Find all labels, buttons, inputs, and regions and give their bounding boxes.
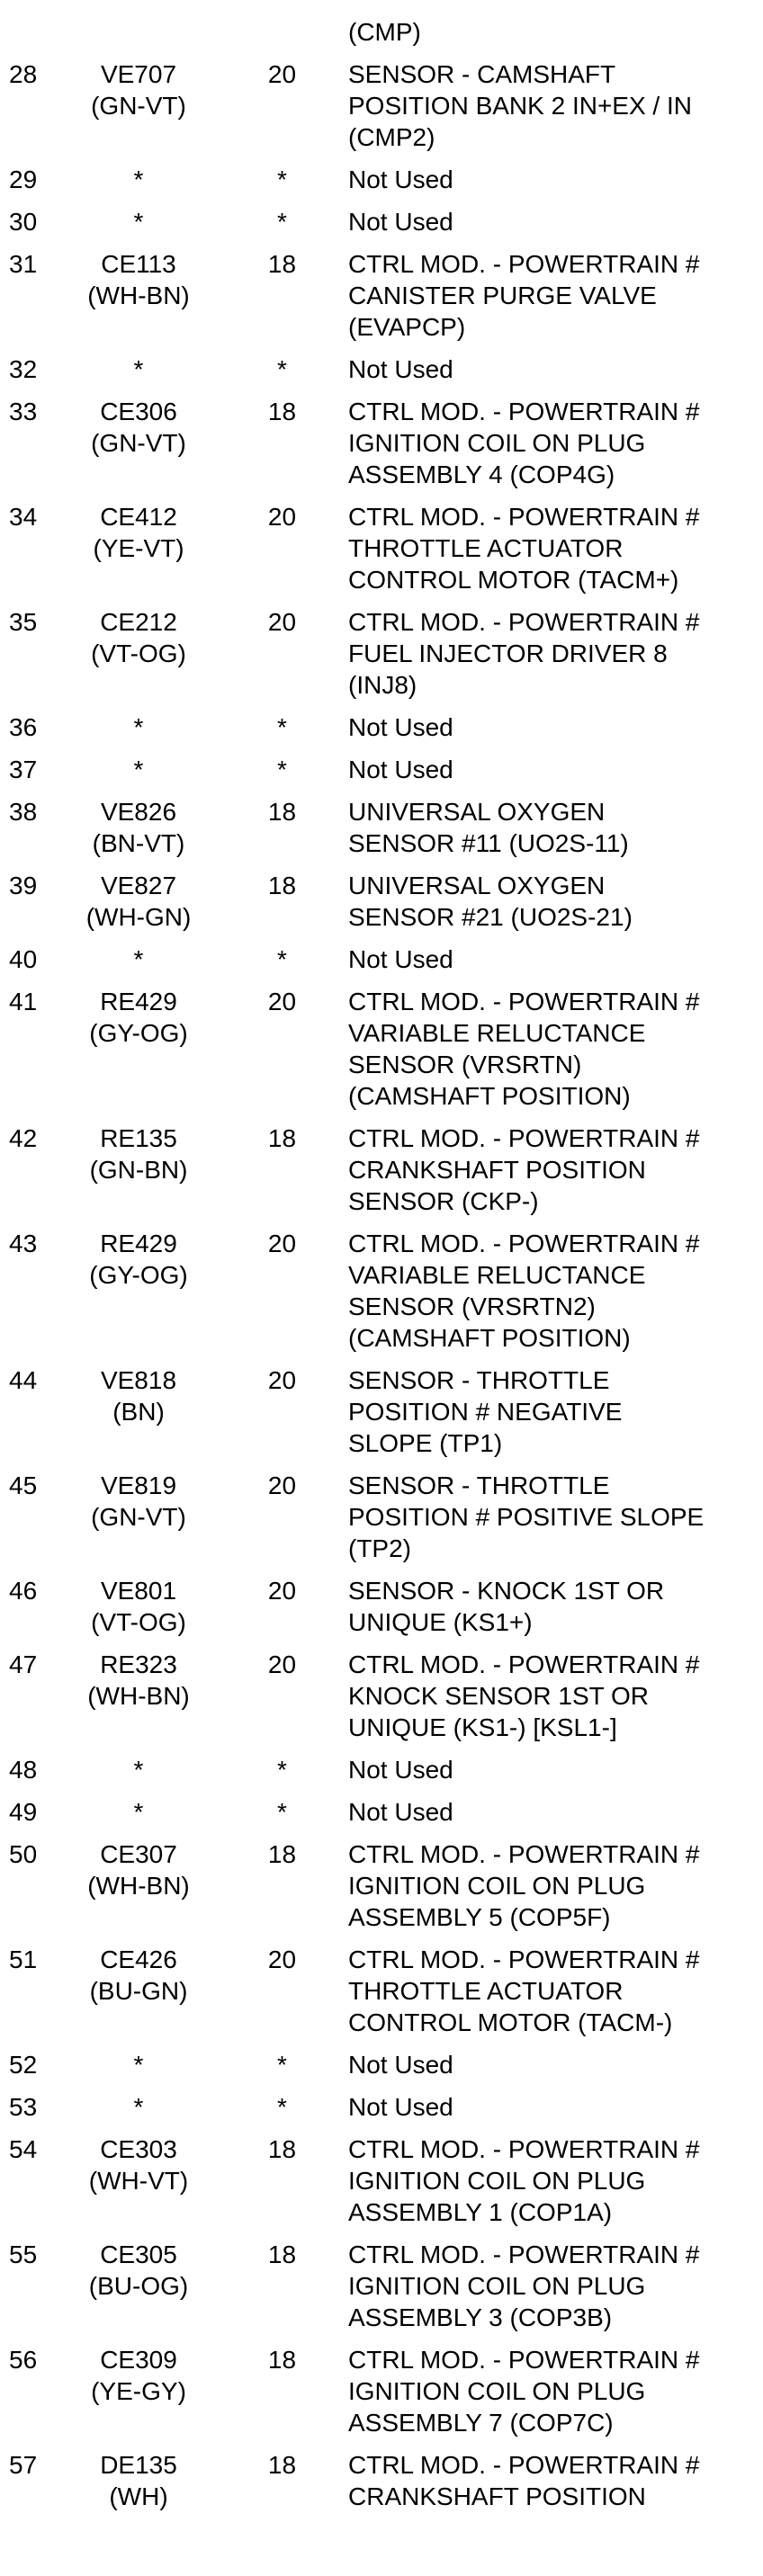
circuit-function <box>339 754 763 785</box>
function-line: CTRL MOD. - POWERTRAIN # <box>348 1230 700 1257</box>
table-row <box>0 1228 763 1354</box>
function-line: (TP2) <box>348 1534 411 1562</box>
wire-gauge: 18 <box>267 2346 297 2374</box>
circuit-cell <box>52 1754 225 1785</box>
wire-color: (BU-GN) <box>89 1977 188 2005</box>
pin-number: 47 <box>9 1650 38 1678</box>
wire-gauge: * <box>277 713 287 741</box>
function-line: CTRL MOD. - POWERTRAIN # <box>348 1945 700 1973</box>
circuit-cell <box>52 396 225 459</box>
pin-number: 45 <box>9 1471 38 1499</box>
circuit-function <box>339 944 763 975</box>
function-line: (INJ8) <box>348 671 417 699</box>
function-line: SENSOR (VRSRTN) <box>348 1051 582 1078</box>
table-row <box>0 1796 763 1828</box>
circuit-function <box>339 396 763 490</box>
table-row <box>0 1364 763 1459</box>
wire-gauge: 20 <box>267 1471 297 1499</box>
function-line: CTRL MOD. - POWERTRAIN # <box>348 1124 700 1152</box>
wire-gauge: * <box>277 756 287 783</box>
wire-gauge: 18 <box>267 2451 297 2479</box>
wire-gauge: * <box>277 1756 287 1784</box>
function-line: CANISTER PURGE VALVE <box>348 282 657 309</box>
function-line: (EVAPCP) <box>348 313 466 341</box>
circuit-id: VE827 <box>100 872 177 899</box>
function-line: THROTTLE ACTUATOR <box>348 534 624 562</box>
table-row <box>0 870 763 933</box>
function-line: IGNITION COIL ON PLUG <box>348 429 646 457</box>
function-line: (CAMSHAFT POSITION) <box>348 1082 631 1110</box>
function-line: CTRL MOD. - POWERTRAIN # <box>348 1840 700 1868</box>
circuit-id: * <box>133 713 144 741</box>
circuit-cell <box>52 711 225 743</box>
table-row <box>0 2239 763 2333</box>
wire-gauge: 20 <box>267 1650 297 1678</box>
circuit-cell <box>52 248 225 311</box>
wire-color: (WH-BN) <box>87 282 190 309</box>
circuit-cell <box>52 2133 225 2196</box>
circuit-id: CE412 <box>100 503 177 531</box>
wire-color: (YE-VT) <box>93 534 184 562</box>
circuit-cell <box>52 206 225 237</box>
circuit-cell <box>52 1123 225 1185</box>
wire-color: (GY-OG) <box>89 1019 188 1047</box>
table-row <box>0 2344 763 2438</box>
function-line: CTRL MOD. - POWERTRAIN # <box>348 2451 700 2479</box>
function-line: SENSOR #21 (UO2S-21) <box>348 903 633 931</box>
circuit-function <box>339 1754 763 1785</box>
circuit-function <box>339 58 763 153</box>
circuit-function <box>339 1796 763 1828</box>
circuit-cell <box>52 2449 225 2512</box>
circuit-cell <box>52 606 225 669</box>
circuit-cell <box>52 754 225 785</box>
function-line: SENSOR - CAMSHAFT <box>348 60 616 88</box>
circuit-cell <box>52 1364 225 1427</box>
function-line: CTRL MOD. - POWERTRAIN # <box>348 1650 700 1678</box>
wire-gauge: * <box>277 1798 287 1826</box>
table-row <box>0 986 763 1112</box>
circuit-function <box>339 1470 763 1564</box>
function-line: SENSOR - THROTTLE <box>348 1471 610 1499</box>
pin-number: 38 <box>9 798 38 826</box>
table-row <box>0 1123 763 1217</box>
wire-gauge: * <box>277 165 287 193</box>
circuit-function <box>339 206 763 237</box>
circuit-cell <box>52 58 225 121</box>
circuit-cell <box>52 1470 225 1533</box>
function-line: CTRL MOD. - POWERTRAIN # <box>348 2346 700 2374</box>
function-line: ASSEMBLY 3 (COP3B) <box>348 2303 613 2331</box>
function-line: POSITION # NEGATIVE <box>348 1398 623 1426</box>
function-line: ASSEMBLY 1 (COP1A) <box>348 2198 613 2226</box>
function-line: CONTROL MOTOR (TACM-) <box>348 2008 673 2036</box>
circuit-function <box>339 870 763 933</box>
circuit-cell <box>52 1944 225 2007</box>
circuit-function <box>339 501 763 595</box>
circuit-cell <box>52 870 225 933</box>
pin-number: 31 <box>9 250 38 278</box>
wire-gauge: 20 <box>267 1945 297 1973</box>
table-row <box>0 248 763 343</box>
wire-color: (WH-BN) <box>87 1872 190 1900</box>
function-line: Not Used <box>348 713 453 741</box>
circuit-id: VE819 <box>100 1471 177 1499</box>
function-line: CTRL MOD. - POWERTRAIN # <box>348 398 700 425</box>
function-line: (CMP2) <box>348 123 435 151</box>
function-line: CTRL MOD. - POWERTRAIN # <box>348 2241 700 2268</box>
function-line: FUEL INJECTOR DRIVER 8 <box>348 640 668 667</box>
wire-gauge: 20 <box>267 60 297 88</box>
circuit-id: * <box>133 945 144 973</box>
circuit-id: CE306 <box>100 398 177 425</box>
table-row <box>0 2133 763 2228</box>
wire-gauge: * <box>277 2093 287 2121</box>
table-row <box>0 1470 763 1564</box>
table-row <box>0 944 763 975</box>
function-line: Not Used <box>348 945 453 973</box>
circuit-cell <box>52 1796 225 1828</box>
wire-color: (WH-BN) <box>87 1682 190 1710</box>
wire-gauge: * <box>277 945 287 973</box>
circuit-id: CE305 <box>100 2241 177 2268</box>
table-row <box>0 58 763 153</box>
function-line: VARIABLE RELUCTANCE <box>348 1261 646 1289</box>
table-row <box>0 206 763 237</box>
circuit-function <box>339 711 763 743</box>
function-line: IGNITION COIL ON PLUG <box>348 2272 646 2300</box>
wire-color: (WH-GN) <box>85 903 192 931</box>
circuit-function <box>339 986 763 1112</box>
wire-gauge: 18 <box>267 398 297 425</box>
pin-number: 52 <box>9 2051 38 2079</box>
pin-number: 29 <box>9 165 38 193</box>
wire-gauge: 18 <box>267 2135 297 2163</box>
function-line: (CAMSHAFT POSITION) <box>348 1324 631 1352</box>
table-row <box>0 2049 763 2080</box>
pin-number: 51 <box>9 1945 38 1973</box>
circuit-function <box>339 2239 763 2333</box>
function-line: UNIQUE (KS1-) [KSL1-] <box>348 1713 617 1741</box>
wire-color: (GN-VT) <box>91 1503 186 1531</box>
pin-number: 50 <box>9 1840 38 1868</box>
circuit-function <box>339 248 763 343</box>
function-line: ASSEMBLY 5 (COP5F) <box>348 1903 611 1931</box>
wire-color: (YE-GY) <box>91 2377 186 2405</box>
wire-color: (BN-VT) <box>92 829 185 857</box>
pin-number: 37 <box>9 756 38 783</box>
pin-number: 36 <box>9 713 38 741</box>
circuit-function <box>339 2133 763 2228</box>
pin-number: 32 <box>9 355 38 383</box>
wire-gauge: 18 <box>267 2241 297 2268</box>
wire-color: (BN) <box>112 1398 165 1426</box>
circuit-id: * <box>133 1756 144 1784</box>
function-line: SENSOR #11 (UO2S-11) <box>348 829 629 857</box>
circuit-cell <box>52 2344 225 2407</box>
circuit-cell <box>52 353 225 385</box>
pin-number: 48 <box>9 1756 38 1784</box>
circuit-cell <box>52 1649 225 1712</box>
table-row <box>0 754 763 785</box>
pin-number: 34 <box>9 503 38 531</box>
circuit-cell <box>52 2091 225 2123</box>
circuit-id: * <box>133 2051 144 2079</box>
circuit-function <box>339 1944 763 2038</box>
circuit-function <box>339 1838 763 1933</box>
circuit-id: RE323 <box>100 1650 177 1678</box>
function-line: Not Used <box>348 1798 453 1826</box>
wire-color: (BU-OG) <box>88 2272 189 2300</box>
function-line: UNIVERSAL OXYGEN <box>348 872 606 899</box>
function-line: VARIABLE RELUCTANCE <box>348 1019 646 1047</box>
function-line: SLOPE (TP1) <box>348 1429 503 1457</box>
pin-number: 55 <box>9 2241 38 2268</box>
circuit-id: VE818 <box>100 1366 177 1394</box>
function-line: UNIVERSAL OXYGEN <box>348 798 606 826</box>
circuit-id: * <box>133 208 144 236</box>
circuit-id: VE801 <box>100 1577 177 1605</box>
function-line: ASSEMBLY 7 (COP7C) <box>348 2409 614 2437</box>
wire-color: (VT-OG) <box>91 640 186 667</box>
wire-gauge: 18 <box>267 872 297 899</box>
table-row <box>0 1754 763 1785</box>
wire-color: (WH-VT) <box>88 2167 189 2195</box>
function-line: CTRL MOD. - POWERTRAIN # <box>348 2135 700 2163</box>
circuit-id: DE135 <box>100 2451 177 2479</box>
circuit-cell <box>52 164 225 195</box>
wire-gauge: * <box>277 208 287 236</box>
function-line: Not Used <box>348 2093 453 2121</box>
wire-gauge: 18 <box>267 1840 297 1868</box>
circuit-cell <box>52 1838 225 1901</box>
table-row <box>0 396 763 490</box>
wire-color: (VT-OG) <box>91 1608 186 1636</box>
table-row <box>0 2449 763 2512</box>
circuit-function <box>339 1228 763 1354</box>
wire-color: (GN-BN) <box>89 1156 188 1184</box>
function-line: Not Used <box>348 2051 453 2079</box>
wire-color: (GN-VT) <box>91 429 186 457</box>
function-line: THROTTLE ACTUATOR <box>348 1977 624 2005</box>
table-row <box>0 1838 763 1933</box>
function-line: (CMP) <box>348 18 421 46</box>
wire-color: (GN-VT) <box>91 92 186 120</box>
function-line: SENSOR - THROTTLE <box>348 1366 610 1394</box>
table-row <box>0 606 763 701</box>
pin-number: 56 <box>9 2346 38 2374</box>
pin-number: 33 <box>9 398 38 425</box>
function-line: CONTROL MOTOR (TACM+) <box>348 566 679 594</box>
function-line: IGNITION COIL ON PLUG <box>348 2167 646 2195</box>
circuit-function <box>339 164 763 195</box>
circuit-cell <box>52 986 225 1049</box>
circuit-id: * <box>133 756 144 783</box>
pin-number: 43 <box>9 1230 38 1257</box>
circuit-id: RE135 <box>100 1124 177 1152</box>
pin-number: 49 <box>9 1798 38 1826</box>
function-line: UNIQUE (KS1+) <box>348 1608 533 1636</box>
circuit-cell <box>52 1228 225 1291</box>
circuit-function <box>339 606 763 701</box>
function-line: IGNITION COIL ON PLUG <box>348 1872 646 1900</box>
table-row <box>0 796 763 859</box>
function-line: CRANKSHAFT POSITION <box>348 2482 646 2510</box>
function-line: CTRL MOD. - POWERTRAIN # <box>348 503 700 531</box>
circuit-id: VE707 <box>100 60 177 88</box>
circuit-id: CE426 <box>100 1945 177 1973</box>
wire-gauge: 20 <box>267 988 297 1015</box>
circuit-id: * <box>133 165 144 193</box>
table-row <box>0 1575 763 1638</box>
pin-number: 53 <box>9 2093 38 2121</box>
circuit-function <box>339 1364 763 1459</box>
wire-gauge: 20 <box>267 1366 297 1394</box>
function-line: ASSEMBLY 4 (COP4G) <box>348 461 615 488</box>
pin-number: 40 <box>9 945 38 973</box>
circuit-cell <box>52 2239 225 2302</box>
pin-number: 28 <box>9 60 38 88</box>
pin-number: 39 <box>9 872 38 899</box>
function-line: Not Used <box>348 208 453 236</box>
function-line: Not Used <box>348 1756 453 1784</box>
wire-gauge: 18 <box>267 250 297 278</box>
circuit-cell <box>52 501 225 564</box>
circuit-function <box>339 2049 763 2080</box>
circuit-cell <box>52 796 225 859</box>
circuit-id: CE113 <box>101 250 176 278</box>
table-row <box>0 711 763 743</box>
wire-color: (WH) <box>109 2482 168 2510</box>
wire-color: (GY-OG) <box>89 1261 188 1289</box>
circuit-id: RE429 <box>100 1230 177 1257</box>
wire-gauge: * <box>277 355 287 383</box>
wire-gauge: 20 <box>267 1577 297 1605</box>
function-line: CTRL MOD. - POWERTRAIN # <box>348 250 700 278</box>
circuit-id: CE212 <box>100 608 177 636</box>
circuit-function <box>339 796 763 859</box>
function-line: CRANKSHAFT POSITION <box>348 1156 646 1184</box>
table-row <box>0 501 763 595</box>
pin-number: 30 <box>9 208 38 236</box>
pin-number: 41 <box>9 988 38 1015</box>
circuit-id: * <box>133 2093 144 2121</box>
function-line: Not Used <box>348 355 453 383</box>
function-line: CTRL MOD. - POWERTRAIN # <box>348 608 700 636</box>
wire-gauge: 18 <box>267 798 297 826</box>
circuit-function <box>339 2449 763 2512</box>
function-line: Not Used <box>348 756 453 783</box>
circuit-id: CE309 <box>100 2346 177 2374</box>
function-line: SENSOR - KNOCK 1ST OR <box>348 1577 665 1605</box>
function-line: CTRL MOD. - POWERTRAIN # <box>348 988 700 1015</box>
circuit-id: CE307 <box>100 1840 177 1868</box>
table-row <box>0 16 763 48</box>
circuit-id: VE826 <box>100 798 177 826</box>
circuit-id: * <box>133 1798 144 1826</box>
table-row <box>0 2091 763 2123</box>
pin-number: 54 <box>9 2135 38 2163</box>
pin-number: 44 <box>9 1366 38 1394</box>
circuit-function <box>339 2091 763 2123</box>
pin-number: 46 <box>9 1577 38 1605</box>
function-line: POSITION BANK 2 IN+EX / IN <box>348 92 692 120</box>
circuit-function <box>339 353 763 385</box>
circuit-id: * <box>133 355 144 383</box>
circuit-function <box>339 2344 763 2438</box>
function-line: POSITION # POSITIVE SLOPE <box>348 1503 705 1531</box>
wire-gauge: 18 <box>267 1124 297 1152</box>
circuit-cell <box>52 944 225 975</box>
pin-number: 57 <box>9 2451 38 2479</box>
function-line: SENSOR (VRSRTN2) <box>348 1292 596 1320</box>
circuit-function <box>339 16 763 48</box>
wire-gauge: 20 <box>267 1230 297 1257</box>
table-row <box>0 353 763 385</box>
wire-gauge: 20 <box>267 608 297 636</box>
circuit-cell <box>52 2049 225 2080</box>
table-row <box>0 164 763 195</box>
pin-number: 42 <box>9 1124 38 1152</box>
circuit-cell <box>52 1575 225 1638</box>
function-line: KNOCK SENSOR 1ST OR <box>348 1682 650 1710</box>
circuit-id: RE429 <box>100 988 177 1015</box>
circuit-id: CE303 <box>100 2135 177 2163</box>
wire-gauge: 20 <box>267 503 297 531</box>
table-row <box>0 1944 763 2038</box>
wire-gauge: * <box>277 2051 287 2079</box>
table-row <box>0 1649 763 1743</box>
pinout-table <box>0 16 763 2523</box>
circuit-function <box>339 1123 763 1217</box>
pin-number: 35 <box>9 608 38 636</box>
circuit-function <box>339 1649 763 1743</box>
function-line: Not Used <box>348 165 453 193</box>
circuit-function <box>339 1575 763 1638</box>
function-line: IGNITION COIL ON PLUG <box>348 2377 646 2405</box>
function-line: SENSOR (CKP-) <box>348 1187 539 1215</box>
